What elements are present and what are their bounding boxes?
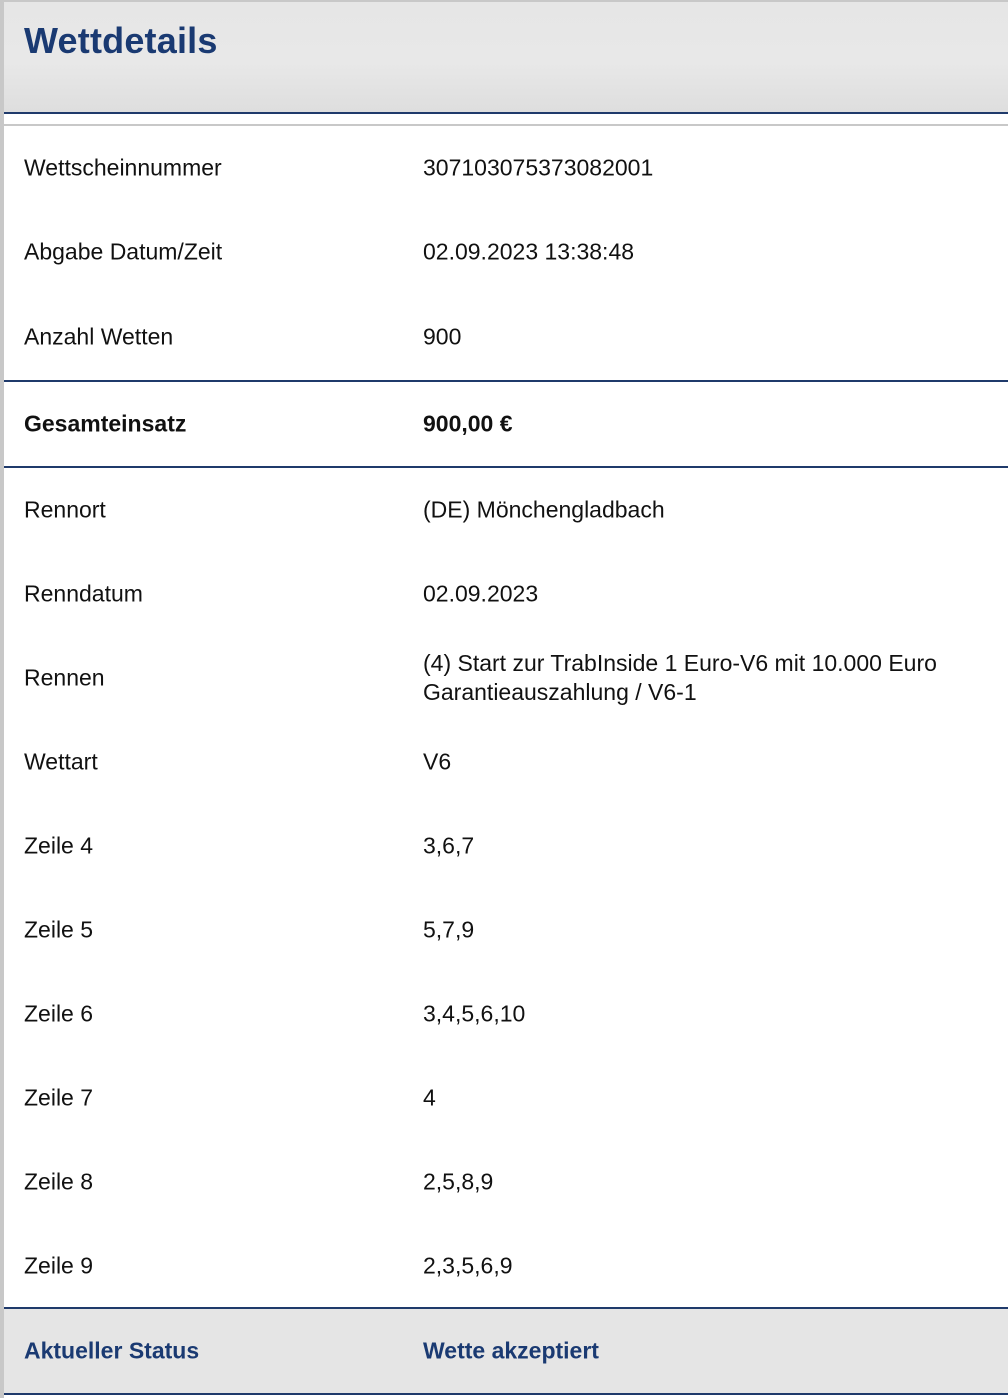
detail-row-submission-datetime [4, 210, 1008, 294]
detail-value: 3,4,5,6,10 [423, 1000, 526, 1027]
detail-row-line-5 [4, 888, 1008, 972]
detail-row-race-venue [4, 468, 1008, 552]
detail-value: V6 [423, 748, 452, 775]
page-title: Wettdetails [24, 20, 218, 61]
detail-value: 2,3,5,6,9 [423, 1252, 513, 1279]
detail-label: Wettscheinnummer [24, 154, 222, 181]
detail-label: Rennen [24, 664, 105, 691]
status-badge: Wette akzeptiert [423, 1337, 599, 1364]
detail-row-total-stake [4, 380, 1008, 468]
total-value: 900,00 € [423, 410, 513, 437]
detail-value: 02.09.2023 13:38:48 [423, 238, 635, 265]
detail-value: 5,7,9 [423, 916, 475, 943]
detail-label: Zeile 4 [24, 832, 94, 859]
detail-value: 307103075373082001 [423, 154, 654, 181]
details-table [4, 126, 1008, 1308]
detail-row-race [4, 636, 1008, 720]
status-label: Aktueller Status [24, 1337, 200, 1364]
detail-label: Zeile 8 [24, 1168, 94, 1195]
detail-value: 3,6,7 [423, 832, 475, 859]
detail-row-line-7 [4, 1056, 1008, 1140]
detail-row-line-6 [4, 972, 1008, 1056]
detail-row-line-4 [4, 804, 1008, 888]
detail-label: Wettart [24, 748, 98, 775]
header-divider [4, 114, 1008, 126]
detail-row-line-9 [4, 1224, 1008, 1308]
detail-value: (DE) Mönchengladbach [423, 496, 665, 523]
detail-row-bet-type [4, 720, 1008, 804]
detail-value: 02.09.2023 [423, 580, 539, 607]
detail-value: 2,5,8,9 [423, 1168, 494, 1195]
detail-row-race-date [4, 552, 1008, 636]
detail-row-bet-count [4, 294, 1008, 380]
detail-label: Zeile 9 [24, 1252, 94, 1279]
detail-row-line-8 [4, 1140, 1008, 1224]
detail-label: Rennort [24, 496, 106, 523]
detail-value: 900 [423, 323, 462, 350]
detail-label: Zeile 7 [24, 1084, 94, 1111]
detail-label: Renndatum [24, 580, 143, 607]
panel-header [4, 2, 1008, 114]
detail-label: Abgabe Datum/Zeit [24, 238, 223, 265]
detail-label: Zeile 5 [24, 916, 94, 943]
detail-value: (4) Start zur TrabInside 1 Euro-V6 mit 10.000 Euro Garantieauszahlung / V6-1 [423, 650, 937, 705]
detail-label: Zeile 6 [24, 1000, 94, 1027]
detail-value: 4 [423, 1084, 436, 1111]
total-label: Gesamteinsatz [24, 410, 187, 437]
status-bar [4, 1307, 1008, 1395]
detail-label: Anzahl Wetten [24, 323, 174, 350]
detail-row-ticket-number [4, 126, 1008, 210]
